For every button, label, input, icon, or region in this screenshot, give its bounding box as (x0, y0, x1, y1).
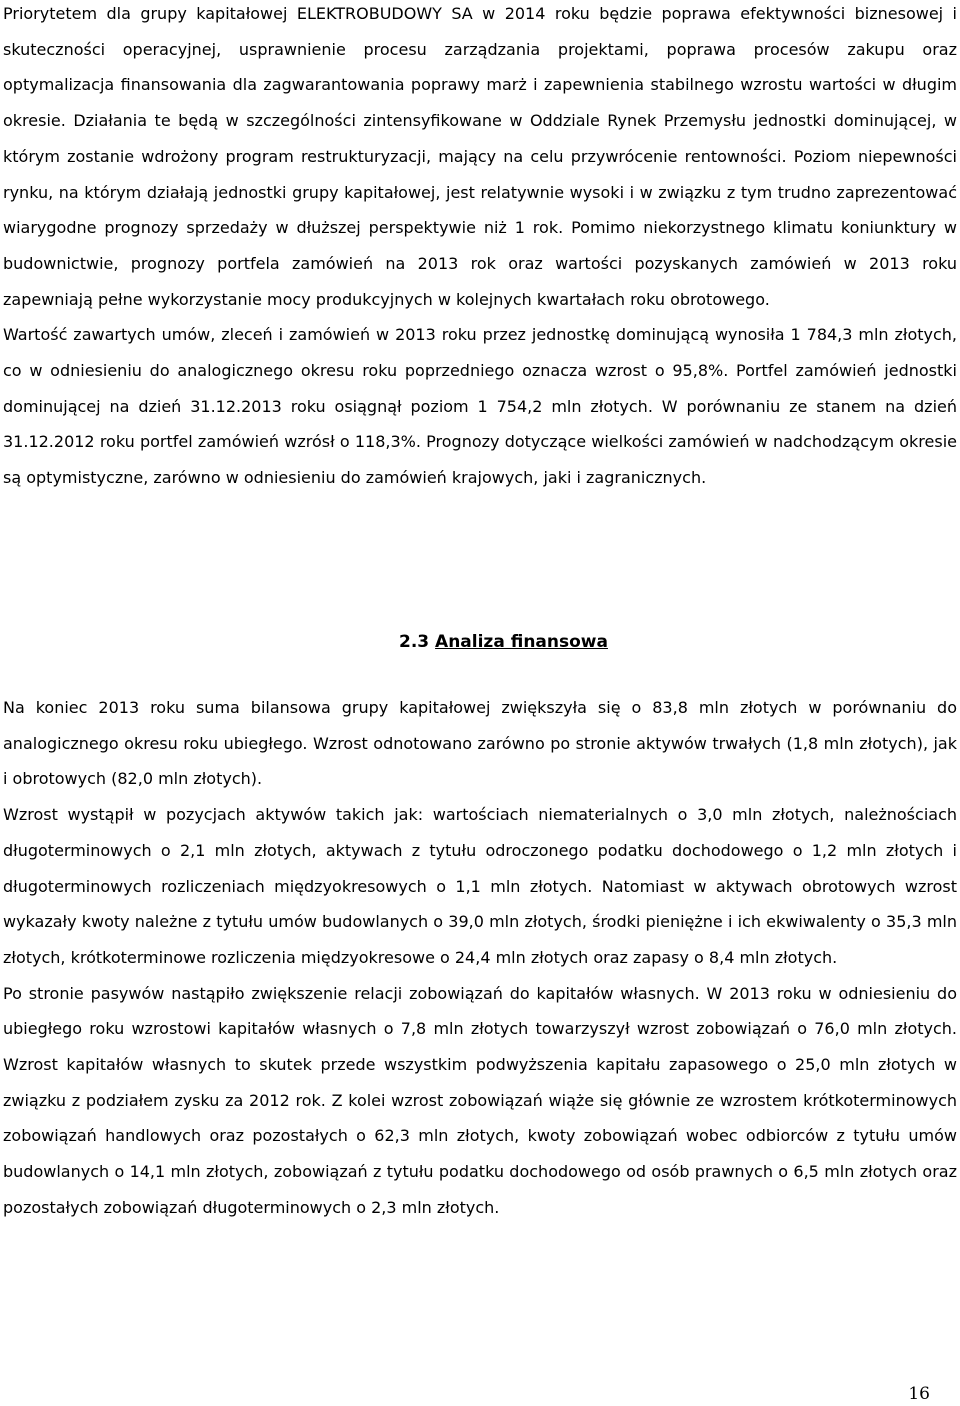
section-financial-analysis (3, 690, 957, 1226)
section-number: 2.3 (399, 632, 430, 652)
section-title: Analiza finansowa (435, 632, 608, 652)
section-heading (399, 627, 608, 657)
section-outlook (3, 0, 957, 496)
paragraph-assets-growth: Wzrost wystąpił w pozycjach aktywów takich jak: wartościach niematerialnych o 3,0 mln złotych, należnościach długoterminowych o 2,1 mln złotych, aktywach z tytułu odroczonego podatku dochodowego o 1,2 mln złotych i długoterminowych rozliczeniach międzyokresowych o 1,1 mln złotych. Natomiast w aktywach obrotowych wzrost wykazały kwoty należne z tytułu umów budowlanych o 39,0 mln złotych, środki pieniężne i ich ekwiwalenty o 35,3 mln złotych, krótkoterminowe rozliczenia międzyokresowe o 24,4 mln złotych oraz zapasy o 8,4 mln złotych. (3, 805, 957, 967)
paragraph-priorities: Priorytetem dla grupy kapitałowej ELEKTROBUDOWY SA w 2014 roku będzie poprawa efektywności biznesowej i skuteczności operacyjnej, usprawnienie procesu zarządzania projektami, poprawa procesów zakupu oraz optymalizacja finansowania dla zagwarantowania poprawy marż i zapewnienia stabilnego wzrostu wartości w długim okresie. Działania te będą w szczególności zintensyfikowane w Oddziale Rynek Przemysłu jednostki dominującej, w którym zostanie wdrożony program restrukturyzacji, mający na celu przywrócenie rentowności. Poziom niepewności rynku, na którym działają jednostki grupy kapitałowej, jest relatywnie wysoki i w związku z tym trudno zaprezentować wiarygodne prognozy sprzedaży w dłuższej perspektywie niż 1 rok. Pomimo niekorzystnego klimatu koniunktury w budownictwie, prognozy portfela zamówień na 2013 rok oraz wartości pozyskanych zamówień w 2013 roku zapewniają pełne wykorzystanie mocy produkcyjnych w kolejnych kwartałach roku obrotowego. (3, 4, 957, 309)
paragraph-orders: Wartość zawartych umów, zleceń i zamówień w 2013 roku przez jednostkę dominującą wynosiła 1 784,3 mln złotych, co w odniesieniu do analogicznego okresu roku poprzedniego oznacza wzrost o 95,8%. Portfel zamówień jednostki dominującej na dzień 31.12.2013 roku osiągnął poziom 1 754,2 mln złotych. W porównaniu ze stanem na dzień 31.12.2012 roku portfel zamówień wzrósł o 118,3%. Prognozy dotyczące wielkości zamówień w nadchodzącym okresie są optymistyczne, zarówno w odniesieniu do zamówień krajowych, jaki i zagranicznych. (3, 325, 957, 488)
paragraph-liabilities: Po stronie pasywów nastąpiło zwiększenie relacji zobowiązań do kapitałów własnych. W 2013 roku w odniesieniu do ubiegłego roku wzrostowi kapitałów własnych o 7,8 mln złotych towarzyszył wzrost zobowiązań o 76,0 mln złotych. Wzrost kapitałów własnych to skutek przede wszystkim podwyższenia kapitału zapasowego o 25,0 mln złotych w związku z podziałem zysku za 2012 rok. Z kolei wzrost zobowiązań wiąże się głównie ze wzrostem krótkoterminowych zobowiązań handlowych oraz pozostałych o 62,3 mln złotych, kwoty zobowiązań wobec odbiorców z tytułu umów budowlanych o 14,1 mln złotych, zobowiązań z tytułu podatku dochodowego od osób prawnych o 6,5 mln złotych oraz pozostałych zobowiązań długoterminowych o 2,3 mln złotych. (3, 983, 957, 1217)
page-number: 16 (908, 1384, 930, 1404)
paragraph-balance-sum: Na koniec 2013 roku suma bilansowa grupy kapitałowej zwiększyła się o 83,8 mln złotych w porównaniu do analogicznego okresu roku ubiegłego. Wzrost odnotowano zarówno po stronie aktywów trwałych (1,8 mln złotych), jak i obrotowych (82,0 mln złotych). (3, 698, 957, 789)
